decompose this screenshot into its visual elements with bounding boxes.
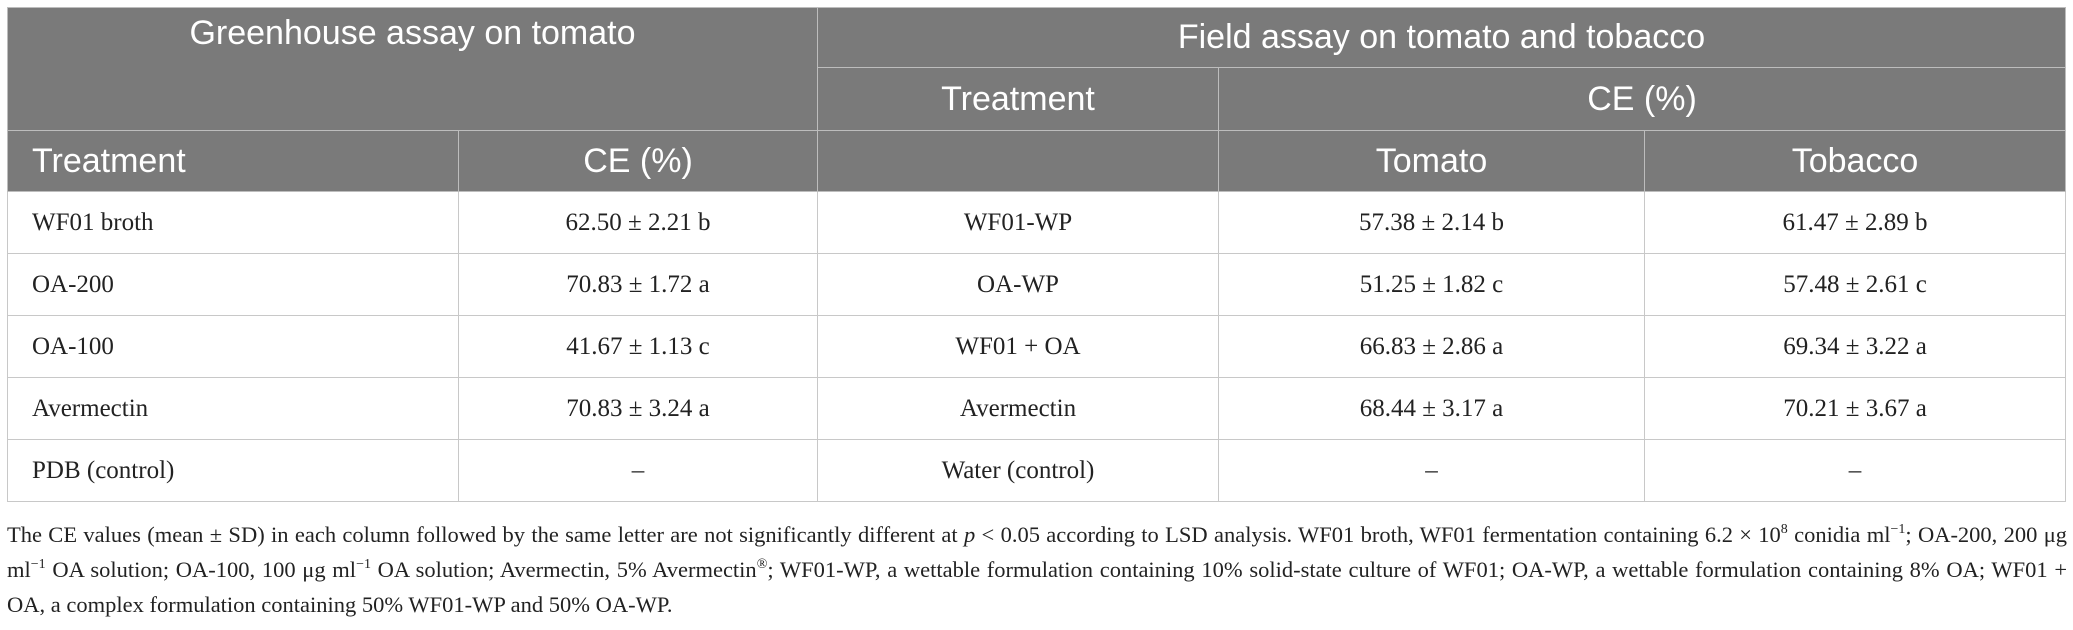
table-row — [8, 440, 2066, 502]
gh-ce-cell: 70.83 ± 1.72 a — [459, 254, 818, 316]
field-treatment-spacer — [818, 131, 1219, 192]
gh-ce-cell: 70.83 ± 3.24 a — [459, 378, 818, 440]
footnote-exponent: 8 — [1780, 521, 1788, 537]
tobacco-ce-cell: 57.48 ± 2.61 c — [1645, 254, 2066, 316]
footnote-p-variable: p — [963, 522, 976, 547]
tobacco-ce-cell: 61.47 ± 2.89 b — [1645, 192, 2066, 254]
footnote-text: ; OA-200, 200 μg ml — [7, 522, 2068, 582]
tobacco-ce-cell: 69.34 ± 3.22 a — [1645, 316, 2066, 378]
gh-ce-header: CE (%) — [459, 131, 818, 192]
tomato-header: Tomato — [1219, 131, 1645, 192]
tomato-ce-cell: 66.83 ± 2.86 a — [1219, 316, 1645, 378]
footnote-text: ; WF01-WP, a wettable formulation containing 10% solid-state culture of WF01; OA-WP, a wettable formulation containing 8% OA; WF01 + OA, a complex formulation containing 50% WF01-WP and 50% OA-WP. — [7, 557, 2068, 617]
tobacco-ce-cell: – — [1645, 440, 2066, 502]
field-treatment-cell: WF01-WP — [818, 192, 1219, 254]
footnote-exponent: −1 — [1890, 521, 1906, 537]
table-row — [8, 254, 2066, 316]
tobacco-header: Tobacco — [1645, 131, 2066, 192]
field-ce-header: CE (%) — [1219, 68, 2066, 131]
table-row — [8, 378, 2066, 440]
registered-mark: ® — [756, 556, 768, 572]
footnote-text: OA solution; OA-100, 100 μg ml — [52, 557, 357, 582]
gh-treatment-cell: PDB (control) — [8, 440, 459, 502]
tomato-ce-cell: 68.44 ± 3.17 a — [1219, 378, 1645, 440]
gh-ce-cell: 62.50 ± 2.21 b — [459, 192, 818, 254]
table-row — [8, 316, 2066, 378]
footnote-text: OA solution; Avermectin, 5% Avermectin — [377, 557, 757, 582]
gh-treatment-cell: WF01 broth — [8, 192, 459, 254]
gh-treatment-cell: Avermectin — [8, 378, 459, 440]
footnote-exponent: −1 — [356, 556, 371, 572]
header-row-3 — [8, 131, 2066, 192]
results-table — [7, 7, 2066, 502]
field-treatment-cell: Avermectin — [818, 378, 1219, 440]
field-treatment-cell: OA-WP — [818, 254, 1219, 316]
gh-treatment-header: Treatment — [8, 131, 459, 192]
gh-ce-cell: – — [459, 440, 818, 502]
tomato-ce-cell: 57.38 ± 2.14 b — [1219, 192, 1645, 254]
field-group-header: Field assay on tomato and tobacco — [818, 8, 2066, 68]
greenhouse-group-header: Greenhouse assay on tomato — [8, 8, 818, 131]
gh-treatment-cell: OA-200 — [8, 254, 459, 316]
footnote-text: < 0.05 according to LSD analysis. WF01 broth, WF01 fermentation containing 6.2 × 10 — [981, 522, 1781, 547]
field-treatment-header: Treatment — [818, 68, 1219, 131]
footnote-exponent: −1 — [30, 556, 46, 572]
table-row — [8, 192, 2066, 254]
gh-treatment-cell: OA-100 — [8, 316, 459, 378]
results-table-container — [7, 7, 2065, 502]
gh-ce-cell: 41.67 ± 1.13 c — [459, 316, 818, 378]
tomato-ce-cell: 51.25 ± 1.82 c — [1219, 254, 1645, 316]
table-footnote — [7, 517, 2067, 622]
footnote-text: The CE values (mean ± SD) in each column followed by the same letter are not significantly different at — [7, 522, 958, 547]
tomato-ce-cell: – — [1219, 440, 1645, 502]
field-treatment-cell: Water (control) — [818, 440, 1219, 502]
field-treatment-cell: WF01 + OA — [818, 316, 1219, 378]
tobacco-ce-cell: 70.21 ± 3.67 a — [1645, 378, 2066, 440]
header-row-1 — [8, 8, 2066, 68]
footnote-text: conidia ml — [1794, 522, 1891, 547]
